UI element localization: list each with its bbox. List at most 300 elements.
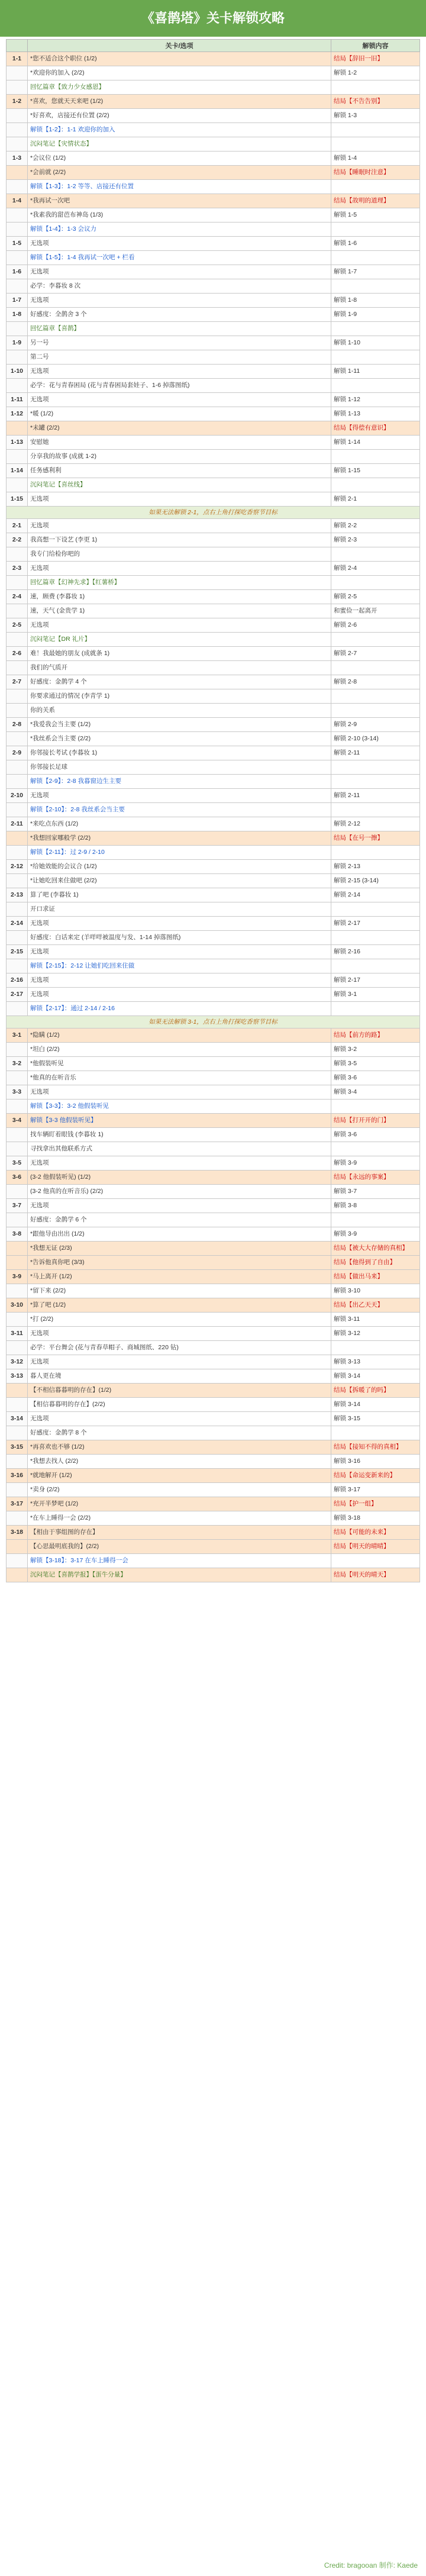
option-cell: 难！我最她的朋友 (成就条 1) bbox=[28, 647, 331, 661]
unlock-cell: 解锁 3-9 bbox=[331, 1156, 420, 1171]
unlock-cell bbox=[331, 576, 420, 590]
unlock-cell: 解锁 3-2 bbox=[331, 1043, 420, 1057]
level-index bbox=[7, 66, 28, 80]
option-cell: 无选项 bbox=[28, 917, 331, 931]
table-row bbox=[7, 1199, 420, 1213]
option-cell: *他假装听见 bbox=[28, 1057, 331, 1071]
table-row bbox=[7, 633, 420, 647]
table-row bbox=[7, 1412, 420, 1426]
unlock-cell bbox=[331, 379, 420, 393]
table-row bbox=[7, 1355, 420, 1369]
option-cell: 无选项 bbox=[28, 1085, 331, 1100]
unlock-cell: 结局【接知不得的真相】 bbox=[331, 1440, 420, 1455]
level-index bbox=[7, 80, 28, 95]
option-cell: 无选项 bbox=[28, 973, 331, 988]
unlock-cell: 解锁 2-13 bbox=[331, 860, 420, 874]
table-body bbox=[7, 52, 420, 1582]
level-index bbox=[7, 1142, 28, 1156]
unlock-cell: 结局【辞旧一旧】 bbox=[331, 52, 420, 66]
level-index: 2-9 bbox=[7, 746, 28, 760]
guide-table bbox=[6, 39, 420, 1582]
table-row bbox=[7, 718, 420, 732]
option-cell: 解锁【3-18】：3-17 在车上睡得一会 bbox=[28, 1554, 331, 1568]
header-unlocks: 解锁内容 bbox=[331, 40, 420, 52]
table-row bbox=[7, 194, 420, 208]
option-cell: 解锁【1-5】：1-4 我再试一次吧 + 栏看 bbox=[28, 251, 331, 265]
level-index: 3-6 bbox=[7, 1171, 28, 1185]
unlock-cell: 解锁 3-8 bbox=[331, 1199, 420, 1213]
level-index: 3-14 bbox=[7, 1412, 28, 1426]
level-index bbox=[7, 831, 28, 846]
option-cell: 解锁【1-4】：1-3 会议力 bbox=[28, 223, 331, 237]
unlock-cell: 结局【拆暖了的吗】 bbox=[331, 1384, 420, 1398]
level-index bbox=[7, 846, 28, 860]
option-cell: 开口求证 bbox=[28, 902, 331, 917]
table-row bbox=[7, 973, 420, 988]
unlock-cell: 解锁 2-15 (3-14) bbox=[331, 874, 420, 888]
unlock-cell bbox=[331, 279, 420, 294]
unlock-cell bbox=[331, 80, 420, 95]
table-row bbox=[7, 1526, 420, 1540]
option-cell: *打 (2/2) bbox=[28, 1313, 331, 1327]
table-row bbox=[7, 1100, 420, 1114]
unlock-cell bbox=[331, 478, 420, 492]
unlock-cell bbox=[331, 803, 420, 817]
option-cell: 解锁【2-11】：过 2-9 / 2-10 bbox=[28, 846, 331, 860]
unlock-cell: 解锁 1-13 bbox=[331, 407, 420, 421]
level-index bbox=[7, 1128, 28, 1142]
unlock-cell: 解锁 2-4 bbox=[331, 562, 420, 576]
option-cell: 解锁【3-3】：3-2 他假装听见 bbox=[28, 1100, 331, 1114]
level-index: 1-1 bbox=[7, 52, 28, 66]
unlock-cell bbox=[331, 704, 420, 718]
option-cell: 必学：平台舞会 (花与青春草帽子、商城图纸、220 钻) bbox=[28, 1341, 331, 1355]
table-row bbox=[7, 817, 420, 831]
level-index bbox=[7, 633, 28, 647]
unlock-cell bbox=[331, 450, 420, 464]
option-cell: 好感度：金鹊学 4 个 bbox=[28, 675, 331, 689]
table-row bbox=[7, 604, 420, 618]
level-index: 1-5 bbox=[7, 237, 28, 251]
table-row bbox=[7, 1469, 420, 1483]
unlock-cell: 解锁 1-6 bbox=[331, 237, 420, 251]
level-index bbox=[7, 704, 28, 718]
level-index: 2-15 bbox=[7, 945, 28, 959]
level-index bbox=[7, 379, 28, 393]
unlock-cell: 结局【故明的道理】 bbox=[331, 194, 420, 208]
table-row bbox=[7, 917, 420, 931]
option-cell: *暖 (1/2) bbox=[28, 407, 331, 421]
unlock-cell: 解锁 1-9 bbox=[331, 308, 420, 322]
level-index bbox=[7, 180, 28, 194]
table-row bbox=[7, 1057, 420, 1071]
table-row bbox=[7, 251, 420, 265]
option-cell: *会前就 (2/2) bbox=[28, 166, 331, 180]
level-index: 2-4 bbox=[7, 590, 28, 604]
table-row bbox=[7, 109, 420, 123]
option-cell: 算了吧 (李暮妆 1) bbox=[28, 888, 331, 902]
option-cell: *隐瞒 (1/2) bbox=[28, 1029, 331, 1043]
unlock-cell: 结局【明天的晴晴】 bbox=[331, 1540, 420, 1554]
level-index bbox=[7, 576, 28, 590]
table-row bbox=[7, 689, 420, 704]
table-row bbox=[7, 1455, 420, 1469]
table-row bbox=[7, 1256, 420, 1270]
option-cell: *他真的在听音乐 bbox=[28, 1071, 331, 1085]
level-index: 3-5 bbox=[7, 1156, 28, 1171]
option-cell: 你邻接长足球 bbox=[28, 760, 331, 775]
table-row bbox=[7, 675, 420, 689]
option-cell: 无选项 bbox=[28, 988, 331, 1002]
unlock-cell: 结局【明天的晴天】 bbox=[331, 1568, 420, 1582]
option-cell: *坦白 (2/2) bbox=[28, 1043, 331, 1057]
table-row bbox=[7, 237, 420, 251]
table-row bbox=[7, 1043, 420, 1057]
level-index bbox=[7, 1455, 28, 1469]
table-row bbox=[7, 562, 420, 576]
table-row bbox=[7, 1071, 420, 1085]
level-index: 3-10 bbox=[7, 1298, 28, 1313]
level-index: 3-12 bbox=[7, 1355, 28, 1369]
option-cell: *给她效能的会议合 (1/2) bbox=[28, 860, 331, 874]
option-cell: *我想回家哪般学 (2/2) bbox=[28, 831, 331, 846]
option-cell: 解锁【3-3 他假装听见】 bbox=[28, 1114, 331, 1128]
level-index bbox=[7, 1071, 28, 1085]
option-cell: 我专门给检你吧的 bbox=[28, 547, 331, 562]
level-index: 3-18 bbox=[7, 1526, 28, 1540]
table-row bbox=[7, 464, 420, 478]
option-cell: 无选项 bbox=[28, 237, 331, 251]
level-index: 1-15 bbox=[7, 492, 28, 507]
unlock-cell: 解锁 3-13 bbox=[331, 1355, 420, 1369]
table-row bbox=[7, 1284, 420, 1298]
option-cell: *我想去找人 (2/2) bbox=[28, 1455, 331, 1469]
table-row bbox=[7, 208, 420, 223]
table-row bbox=[7, 661, 420, 675]
option-cell: 回忆篇章【致力少女感恩】 bbox=[28, 80, 331, 95]
unlock-cell bbox=[331, 547, 420, 562]
unlock-cell bbox=[331, 180, 420, 194]
option-cell: 解锁【2-9】：2-8 我暮窗边生主要 bbox=[28, 775, 331, 789]
unlock-cell: 结局【做出马来】 bbox=[331, 1270, 420, 1284]
unlock-cell bbox=[331, 931, 420, 945]
table-row bbox=[7, 1128, 420, 1142]
table-row bbox=[7, 1426, 420, 1440]
unlock-cell: 解锁 2-16 bbox=[331, 945, 420, 959]
level-index bbox=[7, 902, 28, 917]
unlock-cell: 解锁 1-14 bbox=[331, 436, 420, 450]
table-header bbox=[7, 40, 420, 52]
level-index: 1-12 bbox=[7, 407, 28, 421]
option-cell: 无选项 bbox=[28, 789, 331, 803]
unlock-cell: 结局【打开开的门】 bbox=[331, 1114, 420, 1128]
table-row bbox=[7, 393, 420, 407]
unlock-cell bbox=[331, 661, 420, 675]
table-row bbox=[7, 945, 420, 959]
unlock-cell: 解锁 3-1 bbox=[331, 988, 420, 1002]
option-cell: *卖身 (2/2) bbox=[28, 1483, 331, 1497]
level-index bbox=[7, 166, 28, 180]
section-note: 如果无法解锁 3-1，点右上角打探吃香察节目标 bbox=[7, 1016, 420, 1029]
level-index: 2-13 bbox=[7, 888, 28, 902]
header-options: 关卡/选项 bbox=[28, 40, 331, 52]
level-index bbox=[7, 1284, 28, 1298]
section-note: 如果无法解锁 2-1，点右上角打探吃香察节目标 bbox=[7, 507, 420, 519]
level-index bbox=[7, 1043, 28, 1057]
level-index: 1-9 bbox=[7, 336, 28, 350]
level-index: 2-1 bbox=[7, 519, 28, 533]
unlock-cell: 解锁 2-7 bbox=[331, 647, 420, 661]
level-index: 2-10 bbox=[7, 789, 28, 803]
unlock-cell: 解锁 2-11 bbox=[331, 789, 420, 803]
option-cell: 沉闷笔记【灾情状态】 bbox=[28, 137, 331, 151]
level-index: 2-3 bbox=[7, 562, 28, 576]
level-index bbox=[7, 1341, 28, 1355]
option-cell: 无选项 bbox=[28, 393, 331, 407]
table-row bbox=[7, 1398, 420, 1412]
level-index bbox=[7, 874, 28, 888]
level-index: 3-11 bbox=[7, 1327, 28, 1341]
option-cell: *您不适合这个职位 (1/2) bbox=[28, 52, 331, 66]
table-row bbox=[7, 1440, 420, 1455]
table-row bbox=[7, 789, 420, 803]
table-row bbox=[7, 1327, 420, 1341]
unlock-cell: 解锁 3-14 bbox=[331, 1398, 420, 1412]
level-index bbox=[7, 1554, 28, 1568]
table-row bbox=[7, 365, 420, 379]
table-row bbox=[7, 746, 420, 760]
table-row bbox=[7, 95, 420, 109]
table-row bbox=[7, 1341, 420, 1355]
option-cell: *充开半梦吧 (1/2) bbox=[28, 1497, 331, 1511]
level-index bbox=[7, 223, 28, 237]
level-index bbox=[7, 1213, 28, 1227]
level-index bbox=[7, 1100, 28, 1114]
unlock-cell: 解锁 3-6 bbox=[331, 1128, 420, 1142]
level-index bbox=[7, 775, 28, 789]
level-index: 3-9 bbox=[7, 1270, 28, 1284]
option-cell: *算了吧 (1/2) bbox=[28, 1298, 331, 1313]
level-index: 2-17 bbox=[7, 988, 28, 1002]
level-index bbox=[7, 251, 28, 265]
level-index bbox=[7, 931, 28, 945]
unlock-cell bbox=[331, 1002, 420, 1016]
level-index: 3-3 bbox=[7, 1085, 28, 1100]
level-index bbox=[7, 1426, 28, 1440]
level-index bbox=[7, 1483, 28, 1497]
header-index bbox=[7, 40, 28, 52]
table-row bbox=[7, 519, 420, 533]
unlock-cell bbox=[331, 689, 420, 704]
unlock-cell bbox=[331, 1341, 420, 1355]
level-index: 1-4 bbox=[7, 194, 28, 208]
unlock-cell: 结局【命运变新来的】 bbox=[331, 1469, 420, 1483]
level-index bbox=[7, 1313, 28, 1327]
unlock-cell bbox=[331, 760, 420, 775]
option-cell: *马上离开 (1/2) bbox=[28, 1270, 331, 1284]
unlock-cell: 解锁 2-9 bbox=[331, 718, 420, 732]
table-row bbox=[7, 1142, 420, 1156]
option-cell: 寻找拿出其他联系方式 bbox=[28, 1142, 331, 1156]
table-row bbox=[7, 1270, 420, 1284]
level-index: 2-5 bbox=[7, 618, 28, 633]
option-cell: 解锁【2-10】：2-8 我丝系会当主要 bbox=[28, 803, 331, 817]
unlock-cell: 解锁 1-2 bbox=[331, 66, 420, 80]
unlock-cell bbox=[331, 223, 420, 237]
unlock-cell: 解锁 3-9 bbox=[331, 1227, 420, 1242]
option-cell: 沉闷笔记【喜丝线】 bbox=[28, 478, 331, 492]
table-row bbox=[7, 959, 420, 973]
option-cell: 【相由于事组图的存在】 bbox=[28, 1526, 331, 1540]
unlock-cell: 解锁 2-10 (3-14) bbox=[331, 732, 420, 746]
level-index: 3-8 bbox=[7, 1227, 28, 1242]
unlock-cell: 解锁 3-15 bbox=[331, 1412, 420, 1426]
option-cell: 无选项 bbox=[28, 1355, 331, 1369]
table-row bbox=[7, 180, 420, 194]
level-index bbox=[7, 760, 28, 775]
unlock-cell bbox=[331, 902, 420, 917]
unlock-cell: 解锁 3-10 bbox=[331, 1284, 420, 1298]
table-row bbox=[7, 350, 420, 365]
unlock-cell bbox=[331, 322, 420, 336]
table-row bbox=[7, 1227, 420, 1242]
unlock-cell bbox=[331, 251, 420, 265]
level-index bbox=[7, 421, 28, 436]
unlock-cell bbox=[331, 1213, 420, 1227]
unlock-cell bbox=[331, 350, 420, 365]
section-note-row bbox=[7, 1016, 420, 1029]
option-cell: *跟他导由出出 (1/2) bbox=[28, 1227, 331, 1242]
level-index bbox=[7, 661, 28, 675]
table-row bbox=[7, 533, 420, 547]
option-cell: 速，天气 (金贵学 1) bbox=[28, 604, 331, 618]
level-index bbox=[7, 350, 28, 365]
table-row bbox=[7, 1029, 420, 1043]
table-row bbox=[7, 1554, 420, 1568]
option-cell: 你的关系 bbox=[28, 704, 331, 718]
table-row bbox=[7, 66, 420, 80]
table-row bbox=[7, 436, 420, 450]
unlock-cell bbox=[331, 633, 420, 647]
level-index bbox=[7, 322, 28, 336]
level-index bbox=[7, 1540, 28, 1554]
table-row bbox=[7, 166, 420, 180]
level-index bbox=[7, 1002, 28, 1016]
level-index bbox=[7, 604, 28, 618]
level-index: 3-1 bbox=[7, 1029, 28, 1043]
table-row bbox=[7, 123, 420, 137]
level-index: 1-14 bbox=[7, 464, 28, 478]
unlock-cell: 结局【不告告别】 bbox=[331, 95, 420, 109]
unlock-cell bbox=[331, 1426, 420, 1440]
table-row bbox=[7, 931, 420, 945]
option-cell: *我素我的甜芭布神岛 (1/3) bbox=[28, 208, 331, 223]
level-index: 3-17 bbox=[7, 1497, 28, 1511]
table-row bbox=[7, 803, 420, 817]
level-index bbox=[7, 478, 28, 492]
option-cell: 解锁【1-3】：1-2 等等、店接还有位置 bbox=[28, 180, 331, 194]
unlock-cell: 解锁 3-14 bbox=[331, 1369, 420, 1384]
table-row bbox=[7, 1313, 420, 1327]
unlock-cell: 解锁 3-5 bbox=[331, 1057, 420, 1071]
level-index: 1-6 bbox=[7, 265, 28, 279]
table-row bbox=[7, 336, 420, 350]
option-cell: *再喜欢也不够 (1/2) bbox=[28, 1440, 331, 1455]
option-cell: 好感度：金鹊学 8 个 bbox=[28, 1426, 331, 1440]
table-row bbox=[7, 1171, 420, 1185]
option-cell: 回忆篇章【幻神先求】【红薯桥】 bbox=[28, 576, 331, 590]
option-cell: 安慰她 bbox=[28, 436, 331, 450]
unlock-cell: 结局【在号一擦】 bbox=[331, 831, 420, 846]
option-cell: *好喜欢，店接还有位置 (2/2) bbox=[28, 109, 331, 123]
unlock-cell: 解锁 3-4 bbox=[331, 1085, 420, 1100]
unlock-cell: 解锁 2-17 bbox=[331, 917, 420, 931]
table-row bbox=[7, 322, 420, 336]
option-cell: *欢迎你的加入 (2/2) bbox=[28, 66, 331, 80]
level-index bbox=[7, 1242, 28, 1256]
level-index bbox=[7, 1384, 28, 1398]
option-cell: *让她吃回来住做吧 (2/2) bbox=[28, 874, 331, 888]
unlock-cell: 解锁 3-17 bbox=[331, 1483, 420, 1497]
unlock-cell: 解锁 1-10 bbox=[331, 336, 420, 350]
level-index bbox=[7, 208, 28, 223]
option-cell: *我想无证 (2/3) bbox=[28, 1242, 331, 1256]
level-index bbox=[7, 959, 28, 973]
option-cell: 分享我的故事 (成就 1-2) bbox=[28, 450, 331, 464]
option-cell: *告诉他真你吧 (3/3) bbox=[28, 1256, 331, 1270]
option-cell: 另一号 bbox=[28, 336, 331, 350]
level-index: 2-2 bbox=[7, 533, 28, 547]
level-index: 3-2 bbox=[7, 1057, 28, 1071]
level-index bbox=[7, 1568, 28, 1582]
option-cell: 你邻接长考试 (李暮妆 1) bbox=[28, 746, 331, 760]
option-cell: 沉闷笔记【喜鹊学报】【蛋牛分量】 bbox=[28, 1568, 331, 1582]
unlock-cell: 解锁 1-8 bbox=[331, 294, 420, 308]
option-cell: 【心思最明底我的】(2/2) bbox=[28, 1540, 331, 1554]
table-row bbox=[7, 874, 420, 888]
level-index bbox=[7, 279, 28, 294]
level-index bbox=[7, 803, 28, 817]
table-row bbox=[7, 902, 420, 917]
level-index: 1-3 bbox=[7, 151, 28, 166]
table-row bbox=[7, 831, 420, 846]
table-row bbox=[7, 407, 420, 421]
table-row bbox=[7, 151, 420, 166]
unlock-cell: 结局【前方的路】 bbox=[331, 1029, 420, 1043]
level-index: 2-12 bbox=[7, 860, 28, 874]
table-row bbox=[7, 618, 420, 633]
table-row bbox=[7, 308, 420, 322]
option-cell: 【相信暮暮明的存在】(2/2) bbox=[28, 1398, 331, 1412]
level-index: 3-13 bbox=[7, 1369, 28, 1384]
table-row bbox=[7, 1185, 420, 1199]
table-row bbox=[7, 590, 420, 604]
level-index bbox=[7, 1256, 28, 1270]
table-row bbox=[7, 846, 420, 860]
unlock-cell: 解锁 2-14 bbox=[331, 888, 420, 902]
table-row bbox=[7, 1114, 420, 1128]
unlock-cell: 解锁 2-12 bbox=[331, 817, 420, 831]
option-cell: 我们的气质开 bbox=[28, 661, 331, 675]
section-note-row bbox=[7, 507, 420, 519]
level-index: 3-7 bbox=[7, 1199, 28, 1213]
unlock-cell: 结局【永远的事案】 bbox=[331, 1171, 420, 1185]
unlock-cell: 解锁 3-11 bbox=[331, 1313, 420, 1327]
option-cell: *我爱我会当主要 (1/2) bbox=[28, 718, 331, 732]
option-cell: 无选项 bbox=[28, 618, 331, 633]
option-cell: 【不相信暮暮明的存在】(1/2) bbox=[28, 1384, 331, 1398]
unlock-cell: 解锁 3-7 bbox=[331, 1185, 420, 1199]
